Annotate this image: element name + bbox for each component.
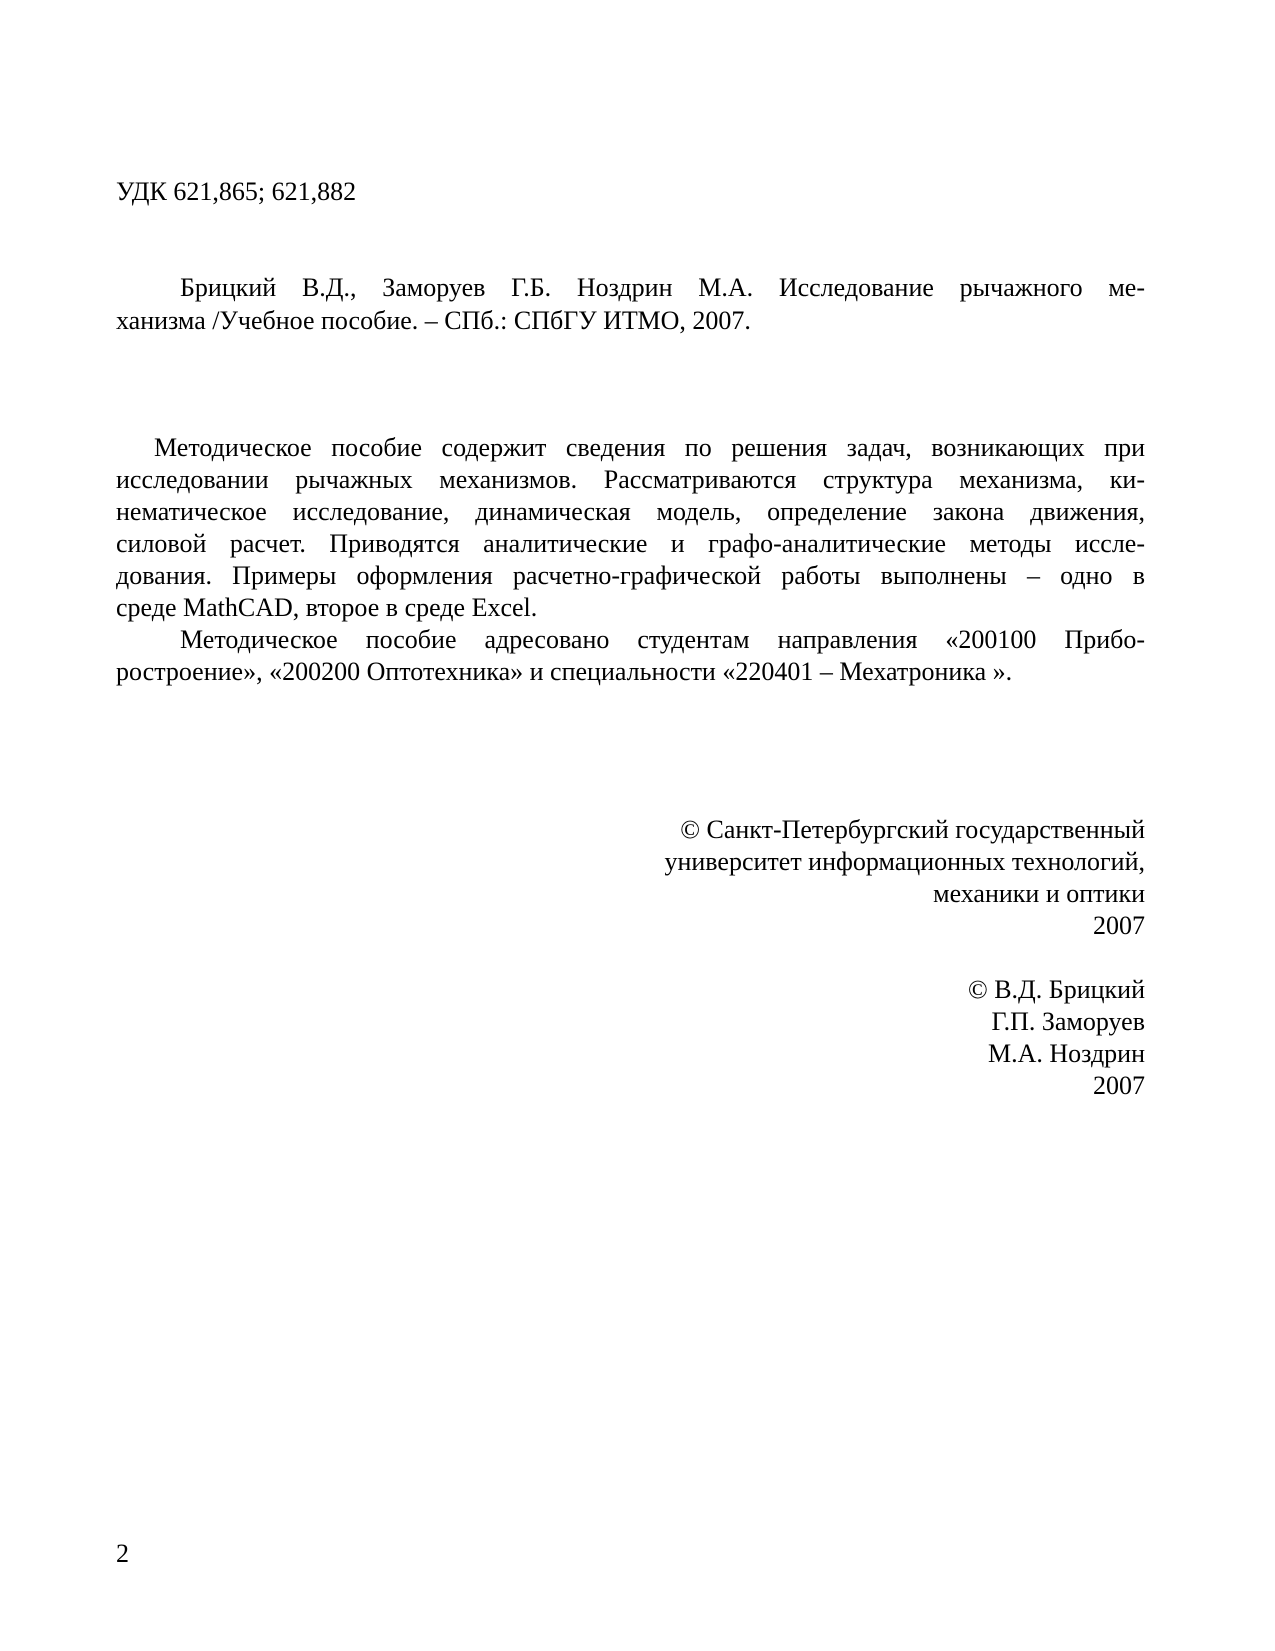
copyright-author-1: © В.Д. Брицкий [967, 975, 1145, 1004]
abstract-p1-line-2: исследовании рычажных механизмов. Рассматриваются структура механизма, ки- [116, 465, 1145, 494]
copyright-institution-line-3: механики и оптики [933, 879, 1145, 908]
abstract-p1-line-3: нематическое исследование, динамическая модель, определение закона движения, [116, 497, 1145, 526]
abstract-p1-line-4: силовой расчет. Приводятся аналитические и графо-аналитические методы иссле- [116, 529, 1145, 558]
bibliographic-line-2: ханизма /Учебное пособие. – СПб.: СПбГУ ИТМО, 2007. [116, 306, 751, 335]
copyright-institution-line-2: университет информационных технологий, [664, 847, 1145, 876]
abstract-p2-line-2: ростроение», «200200 Оптотехника» и специальности «220401 – Мехатроника ». [116, 657, 1013, 686]
copyright-institution-line-1: © Санкт-Петербургский государственный [680, 815, 1145, 844]
abstract-p2-line-1: Методическое пособие адресовано студентам направления «200100 Прибо- [180, 625, 1145, 654]
bibliographic-line-1: Брицкий В.Д., Заморуев Г.Б. Ноздрин М.А. Исследование рычажного ме- [180, 273, 1145, 302]
copyright-institution-year: 2007 [1093, 911, 1145, 940]
copyright-author-2: Г.П. Заморуев [991, 1007, 1145, 1036]
abstract-p1-line-1: Методическое пособие содержит сведения по решения задач, возникающих при [154, 433, 1145, 462]
page-number: 2 [116, 1539, 129, 1568]
copyright-author-3: М.А. Ноздрин [987, 1039, 1145, 1068]
abstract-p1-line-6: среде MathCAD, второе в среде Excel. [116, 593, 538, 622]
copyright-authors-year: 2007 [1093, 1071, 1145, 1100]
udk-code: УДК 621,865; 621,882 [116, 177, 357, 206]
abstract-p1-line-5: дования. Примеры оформления расчетно-графической работы выполнены – одно в [116, 561, 1145, 590]
